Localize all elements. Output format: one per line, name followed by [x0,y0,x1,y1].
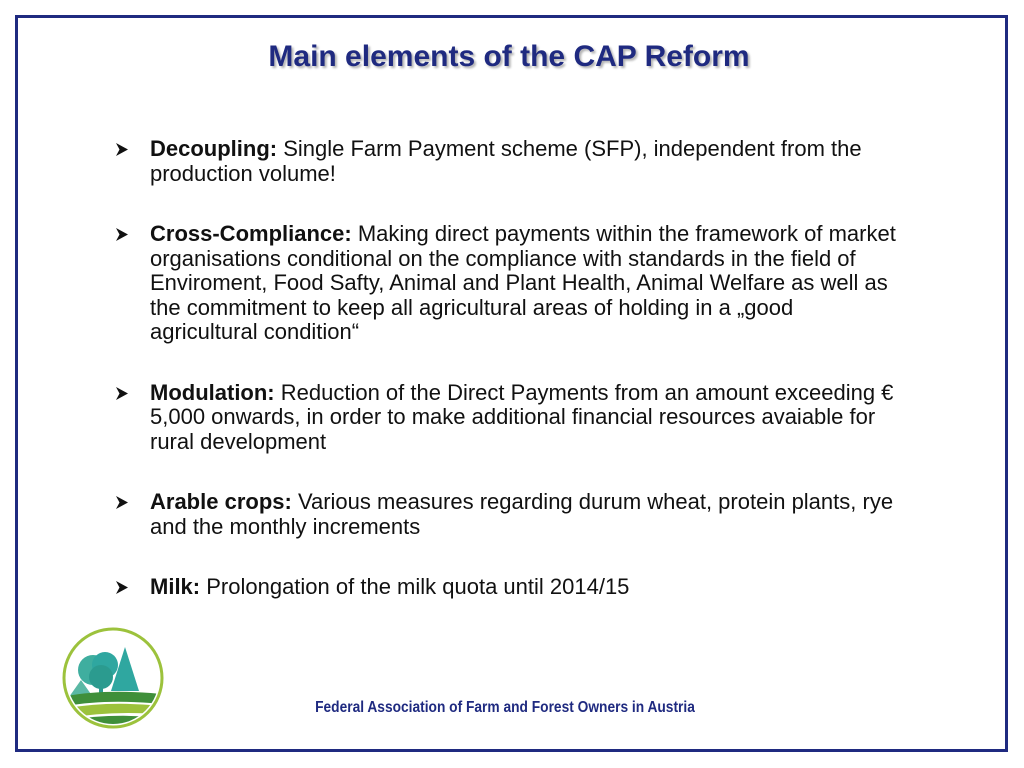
bullet-list [116,137,906,600]
bullet-text: Prolongation of the milk quota until 2014/15 [206,574,630,599]
arrowhead-bullet-icon [116,387,128,400]
bullet-item [116,381,906,455]
bullet-text: Various measures regarding durum wheat, protein plants, rye and the monthly increments [150,489,894,539]
bullet-term: Milk: [150,574,207,599]
bullet-term: Cross-Compliance: [150,221,358,246]
bullet-text: Single Farm Payment scheme (SFP), independent from the production volume! [150,136,862,186]
arrowhead-bullet-icon [116,581,128,594]
arrowhead-bullet-icon [116,496,128,509]
bullet-term: Modulation: [150,379,281,405]
bullet-text: Making direct payments within the framework of market organisations conditional on the compliance with standards in the field of Enviroment, Food Safty, Animal and Plant Health, Animal Welfare as well as the commitment to keep all agricultural areas of holding in a „good agricultural condition“ [150,221,896,344]
bullet-term: Decoupling: [150,136,284,161]
association-logo [59,625,167,731]
arrowhead-bullet-icon [116,143,128,156]
bullet-item [116,575,906,600]
bullet-item [116,137,906,186]
slide-title: Main elements of the CAP Reform [268,40,750,73]
bullet-term: Arable crops: [150,489,298,514]
bullet-item [116,490,906,539]
bullet-item [116,222,906,345]
arrowhead-bullet-icon [116,228,128,241]
bullet-text: Reduction of the Direct Payments from an amount exceeding € 5,000 onwards, in order to make additional financial resources avaiable for rural development [150,379,894,454]
footer-organization: Federal Association of Farm and Forest Owners in Austria [315,699,695,716]
